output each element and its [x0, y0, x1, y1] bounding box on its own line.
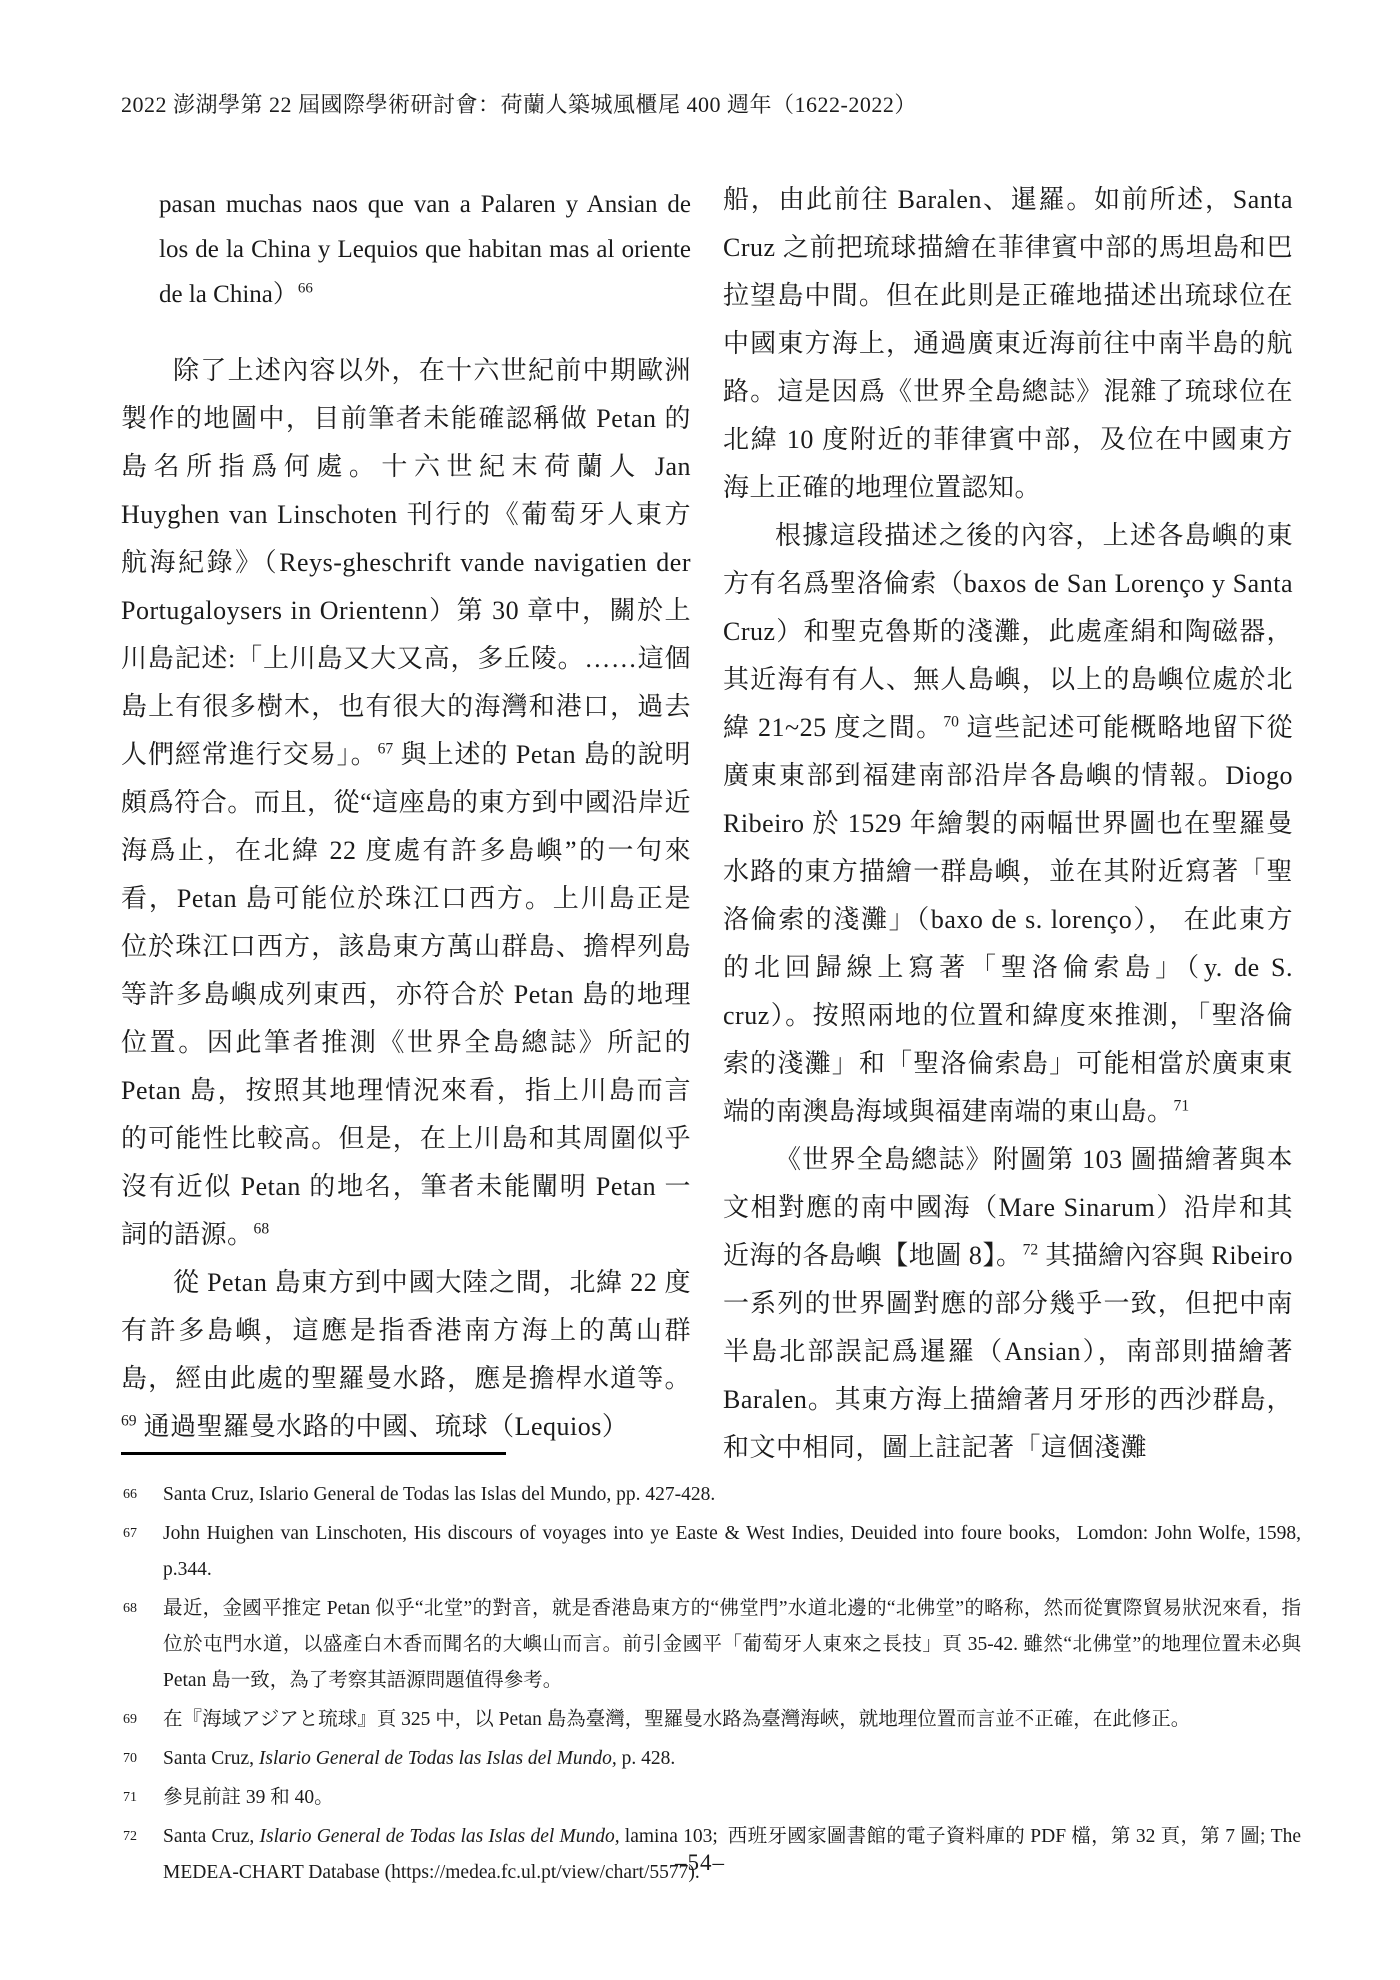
italic-text: Islario General de Todas las Islas del Mundo,: [259, 1826, 620, 1847]
footnote-ref: 66: [297, 280, 313, 297]
footnote-ref: 71: [1173, 1097, 1190, 1115]
footnote-text: Santa Cruz, Islario General de Todas las Islas del Mundo, lamina 103; 西班牙國家圖書館的電子資料庫的 PDF 檔，第 32 頁，第 7 圖; The MEDEA-CHART Database (https://medea.fc.ul.pt/view/chart/5577).: [163, 1826, 1301, 1883]
footnote-ref: 72: [1022, 1241, 1039, 1259]
paragraph: 根據這段描述之後的內容，上述各島嶼的東方有名爲聖洛倫索（baxos de San Lorenço y Santa Cruz）和聖克魯斯的淺灘，此處產絹和陶磁器，其近海有有人、無人島嶼，以上的島嶼位處於北緯 21~25 度之間。$^{70}$ 這些記述可能概略地留下從廣東東部到福建南部沿岸各島嶼的情報。Diogo Ribeiro 於 1529 年繪製的兩幅世界圖也在聖羅曼水路的東方描繪一群島嶼，並在其附近寫著「聖洛倫索的淺灘」（baxo de s. lorenço）， 在此東方的北回歸線上寫著「聖洛倫索島」（y. de S. cruz）。按照兩地的位置和緯度來推測，「聖洛倫索的淺灘」和「聖洛倫索島」可能相當於廣東東端的南澳島海域與福建南端的東山島。$^{71}$: [723, 521, 1293, 1126]
page-number: –54–: [675, 1850, 725, 1875]
footnote-number: 70: [123, 1751, 137, 1766]
footnote: [121, 1702, 1301, 1738]
footnote: [121, 1780, 1301, 1816]
footnote-ref: 69: [121, 1412, 137, 1430]
right-column: [723, 176, 1293, 1472]
footnote-ref: 67: [377, 740, 394, 758]
footnote-text: John Huighen van Linschoten, His discours of voyages into ye Easte & West Indies, Deuided into foure books, Lomdon: John Wolfe, 1598, p.344.: [163, 1523, 1301, 1580]
footnote: [121, 1741, 1301, 1777]
footnote: [121, 1516, 1301, 1588]
footnote: [121, 1591, 1301, 1699]
footnote-number: 72: [123, 1829, 137, 1844]
italic-text: Islario General de Todas las Islas del Mundo,: [258, 1748, 617, 1769]
footnote-number: 66: [123, 1487, 137, 1502]
footnote-number: 71: [123, 1790, 137, 1805]
paragraph: 船，由此前往 Baralen、暹羅。如前所述，Santa Cruz 之前把琉球描繪在菲律賓中部的馬坦島和巴拉望島中間。但在此則是正確地描述出琉球位在中國東方海上，通過廣東近海前往中南半島的航路。這是因爲《世界全島總誌》混雜了琉球位在北緯 10 度附近的菲律賓中部，及位在中國東方海上正確的地理位置認知。: [723, 185, 1293, 502]
footnote-divider: [121, 1452, 506, 1455]
footnote-ref: 68: [253, 1220, 270, 1238]
footnote: [121, 1477, 1301, 1513]
left-column: [121, 176, 691, 1472]
text-columns: [121, 176, 1293, 1472]
footnote-number: 69: [123, 1712, 137, 1727]
footnote-ref: 70: [943, 713, 959, 731]
paragraph: 從 Petan 島東方到中國大陸之間，北緯 22 度有許多島嶼，這應是指香港南方海上的萬山群島，經由此處的聖羅曼水路，應是擔桿水道等。$^{69}$ 通過聖羅曼水路的中國、琉球（Lequios）: [121, 1268, 691, 1441]
running-header: 2022 澎湖學第 22 屆國際學術研討會：荷蘭人築城風櫃尾 400 週年（1622-2022）: [121, 92, 917, 117]
footnote-number: 67: [123, 1526, 137, 1541]
paragraph: 《世界全島總誌》附圖第 103 圖描繪著與本文相對應的南中國海（Mare Sinarum）沿岸和其近海的各島嶼【地圖 8】。$^{72}$ 其描繪內容與 Ribeiro 一系列的世界圖對應的部分幾乎一致，但把中南半島北部誤記爲暹羅（Ansian），南部則描繪著 Baralen。其東方海上描繪著月牙形的西沙群島，和文中相同，圖上註記著「這個淺灘: [723, 1145, 1293, 1462]
footnote-text: 在『海域アジアと琉球』頁 325 中，以 Petan 島為臺灣，聖羅曼水路為臺灣海峽，就地理位置而言並不正確，在此修正。: [163, 1709, 1191, 1730]
footnote-text: 最近，金國平推定 Petan 似乎“北堂”的對音，就是香港島東方的“佛堂門”水道北邊的“北佛堂”的略称，然而從實際貿易狀況來看，指位於屯門水道，以盛產白木香而聞名的大嶼山而言。前引金國平「葡萄牙人東來之長技」頁 35-42. 雖然“北佛堂”的地理位置未必與 Petan 島一致，為了考察其語源問題值得參考。: [163, 1598, 1301, 1691]
footnote-text: 參見前註 39 和 40。: [163, 1787, 334, 1808]
block-quote: pasan muchas naos que van a Palaren y Ansian de los de la China y Lequios que habitan mas al oriente de la China）$^{66}$: [159, 191, 691, 308]
footnote-number: 68: [123, 1601, 137, 1616]
paragraph: 除了上述內容以外，在十六世紀前中期歐洲製作的地圖中，目前筆者未能確認稱做 Petan 的島名所指爲何處。十六世紀末荷蘭人 Jan Huyghen van Linschoten 刊行的《葡萄牙人東方航海紀錄》（Reys-gheschrift vande navigatien der Portugaloysers in Orientenn）第 30 章中，關於上川島記述:「上川島又大又高，多丘陵。……這個島上有很多樹木，也有很大的海灣和港口，過去人們經常進行交易」。$^{67}$ 與上述的 Petan 島的說明頗爲符合。而且，從“這座島的東方到中國沿岸近海爲止，在北緯 22 度處有許多島嶼”的一句來看，Petan 島可能位於珠江口西方。上川島正是位於珠江口西方，該島東方萬山群島、擔桿列島等許多島嶼成列東西，亦符合於 Petan 島的地理位置。因此筆者推測《世界全島總誌》所記的 Petan 島，按照其地理情況來看，指上川島而言的可能性比較高。但是，在上川島和其周圍似乎沒有近似 Petan 的地名，筆者未能闡明 Petan 一詞的語源。$^{68}$: [121, 356, 691, 1249]
footnotes-section: [121, 1452, 1301, 1894]
footnote-text: Santa Cruz, Islario General de Todas las Islas del Mundo, pp. 427-428.: [163, 1484, 716, 1505]
footnote-text: Santa Cruz, Islario General de Todas las Islas del Mundo, p. 428.: [163, 1748, 676, 1769]
